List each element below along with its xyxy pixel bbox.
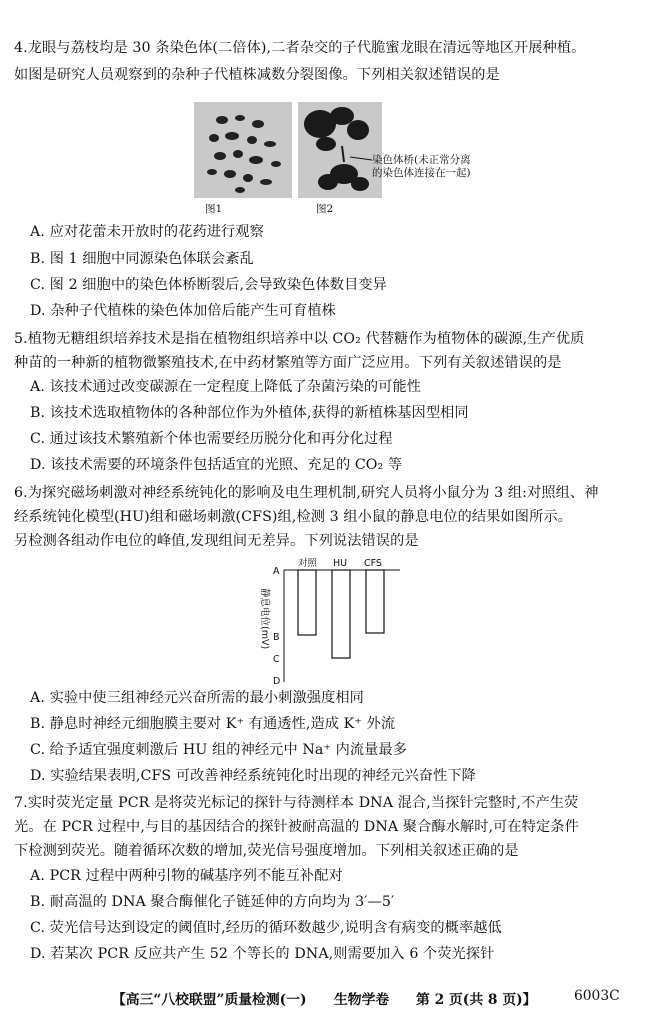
resting-potential-chart	[244, 556, 404, 686]
question-5-option-b: B. 该技术选取植物体的各种部位作为外植体,获得的新植株基因型相同	[30, 405, 469, 421]
y-axis-label: 静息电位(mV)	[259, 588, 270, 650]
bar-control	[298, 570, 316, 635]
footer-page-number: 第 2 页(共 8 页)】	[416, 992, 537, 1008]
question-4-option-b: B. 图 1 细胞中同源染色体联会紊乱	[30, 251, 254, 267]
question-7-stem-line-1: 7.实时荧光定量 PCR 是将荧光标记的探针与待测样本 DNA 混合,当探针完整时,不产生荧	[14, 795, 579, 811]
question-4-stem-line-1: 4.龙眼与荔枝均是 30 条染色体(二倍体),二者杂交的子代脆蜜龙眼在清远等地区开展种植。	[14, 40, 586, 56]
bar-hu	[332, 570, 350, 658]
annotation-line-2: 的染色体连接在一起)	[372, 167, 471, 179]
y-tick-d: D	[273, 676, 281, 686]
question-7-option-c: C. 荧光信号达到设定的阈值时,经历的循环数越少,说明含有病变的概率越低	[30, 920, 502, 936]
question-6-option-d: D. 实验结果表明,CFS 可改善神经系统钝化时出现的神经元兴奋性下降	[30, 768, 476, 784]
bar-cfs	[366, 570, 384, 633]
footer-title: 【高三“八校联盟”质量检测(一)	[112, 992, 307, 1008]
question-5-option-a: A. 该技术通过改变碳源在一定程度上降低了杂菌污染的可能性	[30, 379, 422, 395]
question-6-option-b: B. 静息时神经元细胞膜主要对 K⁺ 有通透性,造成 K⁺ 外流	[30, 716, 396, 732]
question-4-stem-line-2: 如图是研究人员观察到的杂种子代植株减数分裂图像。下列相关叙述错误的是	[14, 67, 500, 83]
question-5-option-d: D. 该技术需要的环境条件包括适宜的光照、充足的 CO₂ 等	[30, 457, 403, 473]
resting-potential-chart-svg	[244, 556, 404, 686]
figure-2-label: 图2	[316, 203, 334, 215]
y-tick-b: B	[273, 632, 280, 643]
question-6-option-c: C. 给予适宜强度刺激后 HU 组的神经元中 Na⁺ 内流量最多	[30, 742, 408, 758]
category-label-cfs: CFS	[364, 558, 382, 569]
category-label-hu: HU	[333, 558, 348, 569]
y-tick-a: A	[273, 566, 280, 577]
question-5-option-c: C. 通过该技术繁殖新个体也需要经历脱分化和再分化过程	[30, 431, 393, 447]
question-7-stem-line-3: 下检测到荧光。随着循环次数的增加,荧光信号强度增加。下列相关叙述正确的是	[14, 843, 519, 859]
meiosis-figure	[192, 100, 492, 220]
footer-code: 6003C	[574, 988, 620, 1004]
question-6-stem-line-3: 另检测各组动作电位的峰值,发现组间无差异。下列说法错误的是	[14, 533, 419, 549]
footer-subject: 生物学卷	[334, 992, 390, 1008]
annotation-line-1: 染色体桥(未正常分离	[372, 154, 471, 166]
question-5-stem-line-2: 种苗的一种新的植物微繁殖技术,在中药材繁殖等方面广泛应用。下列有关叙述错误的是	[14, 355, 562, 371]
question-7-stem-line-2: 光。在 PCR 过程中,与目的基因结合的探针被耐高温的 DNA 聚合酶水解时,可在特定条件	[14, 819, 579, 835]
question-7-option-a: A. PCR 过程中两种引物的碱基序列不能互补配对	[30, 868, 343, 884]
question-4-option-c: C. 图 2 细胞中的染色体桥断裂后,会导致染色体数目变异	[30, 277, 387, 293]
question-4-option-a: A. 应对花蕾未开放时的花药进行观察	[30, 224, 264, 240]
y-tick-c: C	[273, 654, 280, 665]
figure-1-label: 图1	[205, 203, 223, 215]
question-6-stem-line-2: 经系统钝化模型(HU)组和磁场刺激(CFS)组,检测 3 组小鼠的静息电位的结果如图所示。	[14, 509, 572, 525]
question-6-stem-line-1: 6.为探究磁场刺激对神经系统钝化的影响及电生理机制,研究人员将小鼠分为 3 组:对照组、神	[14, 485, 599, 501]
category-label-control: 对照	[298, 558, 318, 569]
question-7-option-b: B. 耐高温的 DNA 聚合酶催化子链延伸的方向均为 3′—5′	[30, 894, 395, 910]
question-5-stem-line-1: 5.植物无糖组织培养技术是指在植物组织培养中以 CO₂ 代替糖作为植物体的碳源,生产优质	[14, 331, 585, 347]
question-4-option-d: D. 杂种子代植株的染色体加倍后能产生可育植株	[30, 303, 336, 319]
question-7-option-d: D. 若某次 PCR 反应共产生 52 个等长的 DNA,则需要加入 6 个荧光探针	[30, 946, 495, 962]
question-6-option-a: A. 实验中使三组神经元兴奋所需的最小刺激强度相同	[30, 690, 364, 706]
